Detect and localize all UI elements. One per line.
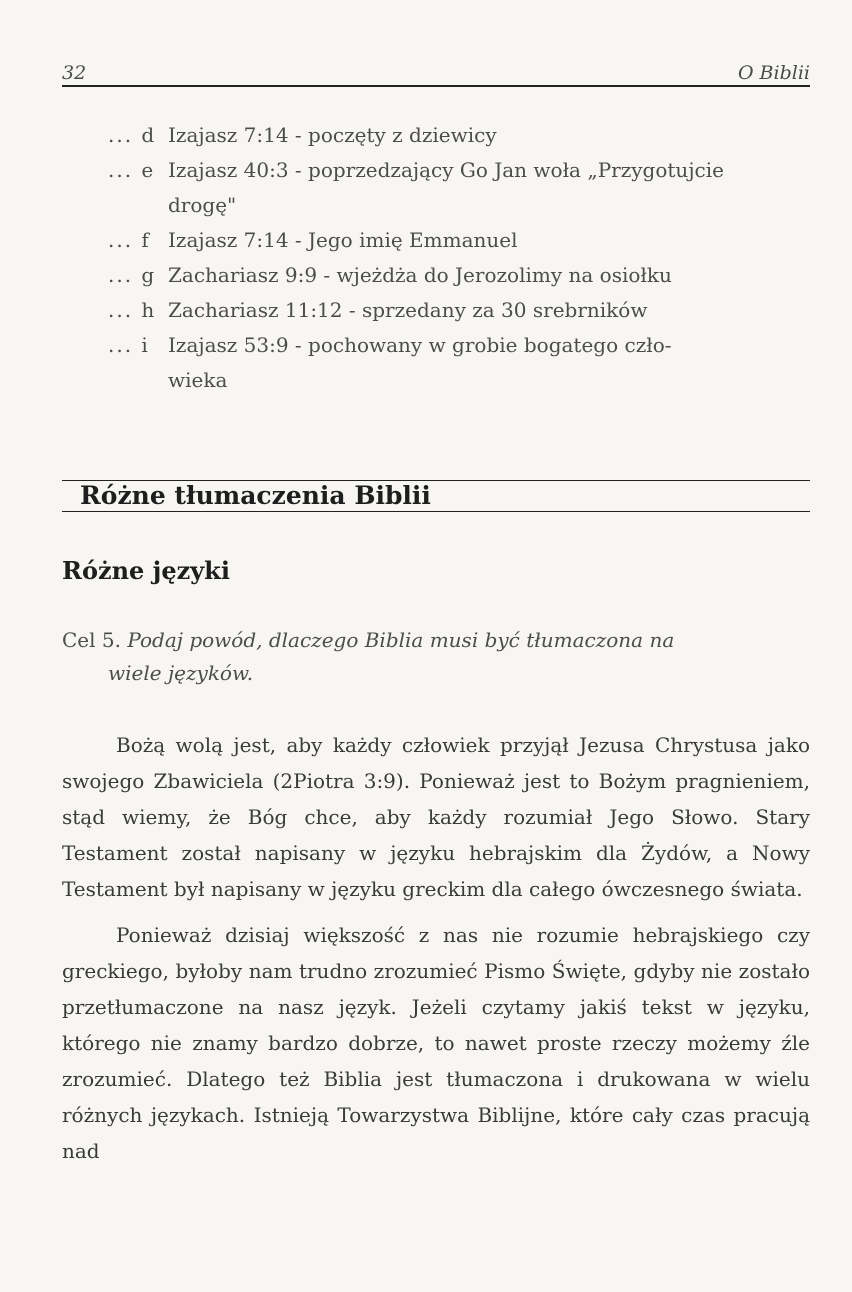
item-text: Zachariasz 9:9 - wjeżdża do Jerozolimy na osiołku xyxy=(168,263,672,287)
paragraph: Ponieważ dzisiaj większość z nas nie rozumie hebrajskiego czy greckiego, byłoby nam trudno zrozumieć Pismo Święte, gdyby nie zostało przetłumaczone na nasz język. Jeżeli czytamy jakiś tekst w języku, którego nie znamy bardzo dobrze, to nawet proste rzeczy możemy źle zrozumieć. Dlatego też Biblia jest tłumaczona i drukowana w wielu różnych językach. Istnieją Towarzystwa Biblijne, które cały czas pracują nad xyxy=(62,923,810,1163)
item-text: Izajasz 7:14 - poczęty z dziewicy xyxy=(168,123,497,147)
objective-label: Cel 5. xyxy=(62,628,121,652)
list-item xyxy=(108,328,810,398)
subsection-title: Różne języki xyxy=(62,556,230,585)
objective-question-continuation: wiele języków. xyxy=(108,661,254,685)
section-title: Różne tłumaczenia Biblii xyxy=(80,481,431,510)
header-rule xyxy=(62,85,810,87)
list-item xyxy=(108,223,810,258)
objective-question: Podaj powód, dlaczego Biblia musi być tłumaczona na xyxy=(127,628,675,652)
body-text xyxy=(62,727,810,1179)
running-head xyxy=(62,44,810,84)
item-marker: ... d xyxy=(108,123,157,147)
list-item xyxy=(108,293,810,328)
item-text xyxy=(168,328,810,398)
item-text-line: Izajasz 40:3 - poprzedzający Go Jan woła „Przygotujcie xyxy=(168,158,724,182)
item-text: Zachariasz 11:12 - sprzedany za 30 srebrników xyxy=(168,298,648,322)
prophecy-list xyxy=(108,118,810,398)
item-marker: ... e xyxy=(108,158,156,182)
item-marker: ... g xyxy=(108,263,157,287)
list-item xyxy=(108,118,810,153)
item-text-line: Izajasz 53:9 - pochowany w grobie bogatego czło- xyxy=(168,333,672,357)
list-item xyxy=(108,258,810,293)
list-item xyxy=(108,153,810,223)
item-marker: ... h xyxy=(108,298,157,322)
page-number: 32 xyxy=(62,62,87,84)
item-marker: ... i xyxy=(108,333,150,357)
section-rule-bottom xyxy=(62,511,810,512)
item-marker: ... f xyxy=(108,228,151,252)
book-title: O Biblii xyxy=(737,62,810,84)
item-text: Izajasz 7:14 - Jego imię Emmanuel xyxy=(168,228,518,252)
item-text-continuation: wieka xyxy=(168,368,228,392)
paragraph: Bożą wolą jest, aby każdy człowiek przyjął Jezusa Chrystusa jako swojego Zbawiciela (2Piotra 3:9). Ponieważ jest to Bożym pragnieniem, stąd wiemy, że Bóg chce, aby każdy rozumiał Jego Słowo. Stary Testament został napisany w języku hebrajskim dla Żydów, a Nowy Testament był napisany w języku greckim dla całego ówczesnego świata. xyxy=(62,733,810,901)
item-text-continuation: drogę" xyxy=(168,193,237,217)
objective xyxy=(62,624,810,690)
item-text xyxy=(168,153,810,223)
